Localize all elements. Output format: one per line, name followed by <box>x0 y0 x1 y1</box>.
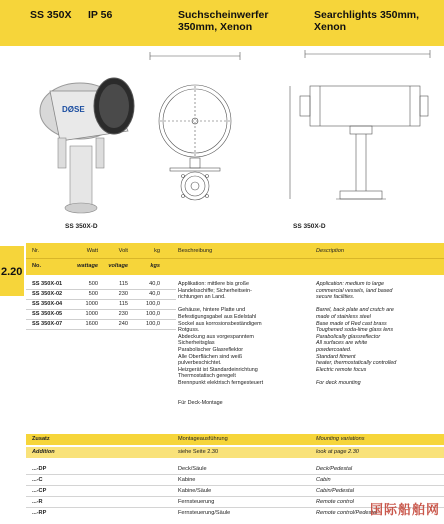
accessory-de: Kabine/Säule <box>178 488 212 494</box>
brand-logo: DØSE <box>62 105 85 114</box>
desc-en-line: Barrel, back plate and crutch are <box>316 307 394 314</box>
col-header-description: Beschreibung <box>178 248 213 254</box>
desc-de-line: Parabolischer Glasreflektor <box>178 347 244 353</box>
accessory-de: Fernsteuerung <box>178 499 215 505</box>
col-header-nr: Nr. <box>32 248 40 254</box>
mounting-header-en: Mounting variations <box>316 436 365 442</box>
table-header-divider <box>26 258 444 259</box>
row-nr: SS 350X-04 <box>32 301 63 307</box>
row-divider <box>26 309 176 310</box>
desc-en-line: For deck mounting <box>316 380 361 386</box>
watermark <box>340 502 440 520</box>
row-volt: 115 <box>119 281 128 287</box>
desc-de-line: Sockel aus korrosionsbeständigem <box>178 320 262 327</box>
see-page-de: siehe Seite 2.30 <box>178 449 219 455</box>
row-volt: 230 <box>118 311 128 317</box>
desc-de-line: Handelsschiffe; Sicherheitsein- <box>178 287 252 294</box>
desc-de-line: Sicherheitsglas <box>178 340 215 347</box>
row-volt: 230 <box>118 291 128 297</box>
col-header-kg: kg <box>154 248 160 254</box>
accessory-code: ...-CP <box>32 488 47 494</box>
accessory-code: ...-DP <box>32 466 47 472</box>
model-title: SS 350X <box>30 9 72 21</box>
desc-de-line: Für Deck-Montage <box>178 400 223 406</box>
desc-de-line: Befestigungsgabel aus Edelstahl <box>178 314 257 320</box>
accessory-divider <box>26 485 444 486</box>
desc-de-line: Abdeckung aus vorgespanntem <box>178 333 254 340</box>
row-kg: 40,0 <box>149 291 160 297</box>
desc-de-line: Applikation: mittlere bis große <box>178 281 250 287</box>
accessory-en: Remote control/Pedestal <box>316 510 378 516</box>
accessory-de: Deck/Säule <box>178 466 207 472</box>
accessory-de: Kabine <box>178 477 196 483</box>
desc-en-line: Standard fitment <box>316 353 356 360</box>
row-kg: 100,0 <box>146 311 160 317</box>
accessory-en: Remote control <box>316 499 354 505</box>
desc-en-line: Toughened soda-lime glass lens <box>316 327 394 334</box>
accessory-divider <box>26 474 444 475</box>
col-header-kgs: kgs <box>150 263 160 269</box>
row-watt: 1000 <box>85 311 98 317</box>
row-kg: 40,0 <box>149 281 160 287</box>
front-view-drawing <box>150 52 240 200</box>
row-divider <box>26 329 176 330</box>
col-header-voltage: voltage <box>108 263 128 269</box>
desc-en-line: heater, thermostatically controlled <box>316 360 397 367</box>
row-nr: SS 350X-07 <box>32 321 63 327</box>
accessories-header-band <box>26 434 444 445</box>
accessories-header-en: Addition <box>32 449 55 455</box>
desc-de-line: pulverbeschichtet. <box>178 360 222 367</box>
row-volt: 115 <box>119 301 128 307</box>
product-drawings <box>0 46 444 236</box>
accessories-header-de: Zusatz <box>32 436 50 442</box>
accessory-code: ...-RP <box>32 510 47 516</box>
desc-de-line: richtungen an Land. <box>178 294 226 301</box>
col-header-description-en: Description <box>316 248 344 254</box>
mounting-header-de: Montageausführung <box>178 436 228 442</box>
accessories-subheader-band <box>26 447 444 458</box>
desc-de-line: Rotguss. <box>178 327 200 334</box>
row-nr: SS 350X-01 <box>32 281 63 287</box>
desc-en-line: All surfaces are white <box>316 340 368 347</box>
side-view-drawing <box>290 50 430 199</box>
row-divider <box>26 299 176 300</box>
col-header-wattage: wattage <box>77 263 98 269</box>
row-watt: 1600 <box>85 321 98 327</box>
row-watt: 500 <box>88 281 98 287</box>
accessory-de: Fernsteuerung/Säule <box>178 510 231 516</box>
desc-de-line: Gehäuse, hintere Platte und <box>178 307 246 314</box>
row-watt: 1000 <box>85 301 98 307</box>
accessory-divider <box>26 496 444 497</box>
col-header-watt: Watt <box>86 248 98 254</box>
desc-en-line: Parabolically glassreflector <box>316 333 381 340</box>
desc-en-line: made of stainless steel <box>316 314 371 320</box>
accessory-code: ...-C <box>32 477 43 483</box>
row-watt: 500 <box>88 291 98 297</box>
row-volt: 240 <box>118 321 128 327</box>
caption-drawing: SS 350X-D <box>293 223 326 230</box>
accessory-en: Cabin/Pedestal <box>316 488 354 494</box>
row-nr: SS 350X-02 <box>32 291 63 297</box>
desc-de-line: Heizgerät ist Standardeinrichtung <box>178 366 258 373</box>
watermark-text: 国际船舶网 <box>369 502 440 517</box>
col-header-no: No. <box>32 263 42 269</box>
accessory-en: Deck/Pedestal <box>316 466 353 472</box>
row-kg: 100,0 <box>146 301 160 307</box>
row-nr: SS 350X-05 <box>32 311 63 317</box>
ip-rating: IP 56 <box>88 9 113 21</box>
accessory-en: Cabin <box>316 477 331 483</box>
searchlight-photo <box>28 64 138 214</box>
col-header-volt: Volt <box>118 248 128 254</box>
desc-de-line: Thermostatisch geregelt <box>178 373 236 380</box>
desc-de-line: Alle Oberflächen sind weiß <box>178 353 243 360</box>
desc-en-line: Application: medium to large <box>316 281 385 287</box>
desc-en-line: powdercoated. <box>316 347 352 353</box>
row-divider <box>26 319 176 320</box>
desc-de-line: Brennpunkt elektrisch ferngesteuert <box>178 380 264 386</box>
desc-en-line: commercial vessels, land based <box>316 287 393 294</box>
row-kg: 100,0 <box>146 321 160 327</box>
title-german: Suchscheinwerfer 350mm, Xenon <box>178 9 269 33</box>
desc-en-line: Electric remote focus <box>316 366 367 373</box>
desc-en-line: Base made of Red cast brass <box>316 320 387 327</box>
row-divider <box>26 289 176 290</box>
desc-en-line: secure facilities. <box>316 294 355 301</box>
accessory-code: ...-R <box>32 499 43 505</box>
caption-photo: SS 350X-D <box>65 223 98 230</box>
see-page-en: look at page 2.30 <box>316 449 359 455</box>
section-number: 2.20 <box>1 266 23 278</box>
title-english: Searchlights 350mm, Xenon <box>314 9 420 33</box>
